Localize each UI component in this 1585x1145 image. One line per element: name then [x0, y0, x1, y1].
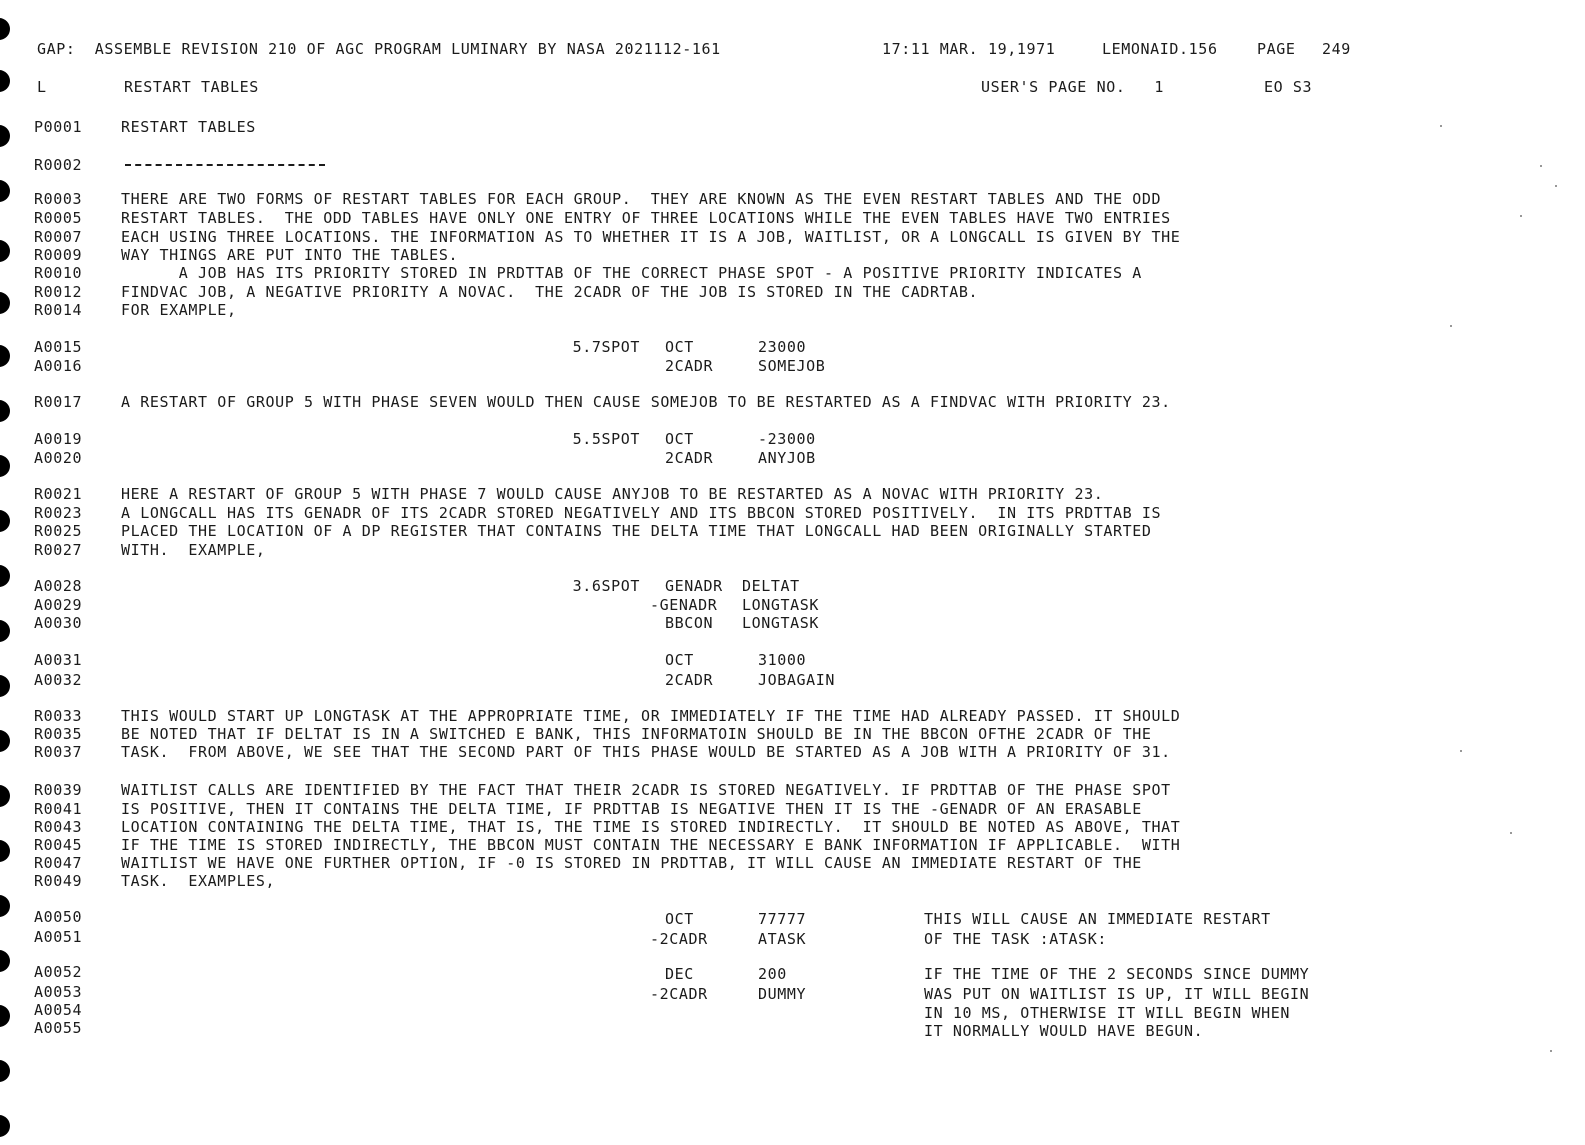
print-speck [1440, 125, 1442, 127]
feed-hole [0, 730, 10, 752]
assembly-file: LEMONAID.156 [1102, 40, 1218, 58]
print-speck [1550, 1050, 1552, 1052]
comment-line: LOCATION CONTAINING THE DELTA TIME, THAT IS, THE TIME IS STORED INDIRECTLY. IT SHOULD BE NOTED AS ABOVE, THAT [121, 818, 1181, 836]
code-label: 5.5SPOT [572, 430, 640, 448]
code-opcode: GENADR [665, 577, 723, 595]
comment-line: A RESTART OF GROUP 5 WITH PHASE SEVEN WOULD THEN CAUSE SOMEJOB TO BE RESTARTED AS A FINDVAC WITH PRIORITY 23. [121, 393, 1171, 411]
comment-line: BE NOTED THAT IF DELTAT IS IN A SWITCHED E BANK, THIS INFORMATOIN SHOULD BE IN THE BBCON OFTHE 2CADR OF THE [121, 725, 1152, 743]
line-id: A0016 [34, 357, 83, 375]
code-operand: 77777 [758, 910, 807, 928]
feed-hole [0, 840, 10, 862]
comment-line: WAITLIST CALLS ARE IDENTIFIED BY THE FACT THAT THEIR 2CADR IS STORED NEGATIVELY. IF PRDTTAB OF THE PHASE SPOT [121, 781, 1171, 799]
line-id: R0007 [34, 228, 83, 246]
code-operand: 200 [758, 965, 787, 983]
code-operand: JOBAGAIN [758, 671, 836, 689]
code-operand: LONGTASK [742, 596, 820, 614]
line-id: A0050 [34, 908, 83, 926]
feed-hole [0, 180, 10, 202]
comment-line: WAY THINGS ARE PUT INTO THE TABLES. [121, 246, 459, 264]
line-id: A0019 [34, 430, 83, 448]
line-id: A0054 [34, 1001, 83, 1019]
code-opcode: -2CADR [650, 985, 708, 1003]
code-opcode: OCT [665, 910, 694, 928]
feed-hole [0, 455, 10, 477]
line-id: A0052 [34, 963, 83, 981]
feed-hole [0, 70, 10, 92]
line-id: R0003 [34, 190, 83, 208]
line-id: R0035 [34, 725, 83, 743]
line-id: A0029 [34, 596, 83, 614]
code-operand: LONGTASK [742, 614, 820, 632]
print-speck [1540, 165, 1542, 167]
code-comment: IN 10 MS, OTHERWISE IT WILL BEGIN WHEN [924, 1004, 1290, 1022]
code-comment: OF THE TASK :ATASK: [924, 930, 1107, 948]
print-speck [1520, 215, 1522, 217]
code-operand: 31000 [758, 651, 807, 669]
eo-code: EO S3 [1264, 78, 1313, 96]
line-id: A0053 [34, 983, 83, 1001]
line-id: R0027 [34, 541, 83, 559]
line-id: R0025 [34, 522, 83, 540]
listing-subheader [37, 78, 1565, 100]
section-title: RESTART TABLES [124, 78, 259, 96]
feed-hole [0, 1060, 10, 1082]
comment-line: THIS WOULD START UP LONGTASK AT THE APPROPRIATE TIME, OR IMMEDIATELY IF THE TIME HAD ALREADY PASSED. IT SHOULD [121, 707, 1181, 725]
page-number: 249 [1322, 40, 1351, 58]
line-id: A0032 [34, 671, 83, 689]
feed-hole [0, 18, 10, 40]
assembly-title: GAP: ASSEMBLE REVISION 210 OF AGC PROGRAM LUMINARY BY NASA 2021112-161 [37, 40, 721, 58]
code-operand: DELTAT [742, 577, 800, 595]
print-speck [1510, 832, 1512, 834]
code-opcode: -GENADR [650, 596, 718, 614]
feed-hole [0, 240, 10, 262]
comment-line: FOR EXAMPLE, [121, 301, 237, 319]
code-operand: -23000 [758, 430, 816, 448]
code-label: 3.6SPOT [572, 577, 640, 595]
line-id: A0031 [34, 651, 83, 669]
assembly-time: 17:11 MAR. 19,1971 [882, 40, 1056, 58]
line-id: R0045 [34, 836, 83, 854]
code-label: 5.7SPOT [572, 338, 640, 356]
line-id: R0021 [34, 485, 83, 503]
code-opcode: -2CADR [650, 930, 708, 948]
code-opcode: DEC [665, 965, 694, 983]
line-id: R0012 [34, 283, 83, 301]
code-comment: WAS PUT ON WAITLIST IS UP, IT WILL BEGIN [924, 985, 1310, 1003]
code-operand: ANYJOB [758, 449, 816, 467]
feed-hole [0, 1005, 10, 1027]
feed-hole [0, 1115, 10, 1137]
code-opcode: BBCON [665, 614, 714, 632]
comment-line: IF THE TIME IS STORED INDIRECTLY, THE BBCON MUST CONTAIN THE NECESSARY E BANK INFORMATION IF APPLICABLE. WITH [121, 836, 1181, 854]
line-id: R0041 [34, 800, 83, 818]
feed-hole [0, 510, 10, 532]
comment-line: TASK. FROM ABOVE, WE SEE THAT THE SECOND PART OF THIS PHASE WOULD BE STARTED AS A JOB WITH A PRIORITY OF 31. [121, 743, 1171, 761]
feed-hole [0, 895, 10, 917]
line-id: R0039 [34, 781, 83, 799]
line-id: R0002 [34, 156, 83, 174]
feed-hole [0, 785, 10, 807]
print-speck [1450, 325, 1452, 327]
code-opcode: OCT [665, 430, 694, 448]
comment-line: WITH. EXAMPLE, [121, 541, 266, 559]
comment-line: TASK. EXAMPLES, [121, 872, 276, 890]
comment-line: A LONGCALL HAS ITS GENADR OF ITS 2CADR STORED NEGATIVELY AND ITS BBCON STORED POSITIVELY. IN ITS PRDTTAB IS [121, 504, 1162, 522]
line-id: R0047 [34, 854, 83, 872]
code-comment: IF THE TIME OF THE 2 SECONDS SINCE DUMMY [924, 965, 1310, 983]
page-heading: RESTART TABLES [121, 118, 256, 136]
comment-line: HERE A RESTART OF GROUP 5 WITH PHASE 7 WOULD CAUSE ANYJOB TO BE RESTARTED AS A NOVAC WITH PRIORITY 23. [121, 485, 1104, 503]
feed-hole [0, 950, 10, 972]
line-id: A0051 [34, 928, 83, 946]
line-id: R0017 [34, 393, 83, 411]
feed-hole [0, 565, 10, 587]
line-id: R0010 [34, 264, 83, 282]
line-id: R0014 [34, 301, 83, 319]
feed-hole [0, 400, 10, 422]
listing-header [37, 40, 1565, 62]
page-label: PAGE [1257, 40, 1296, 58]
feed-hole [0, 125, 10, 147]
code-operand: SOMEJOB [758, 357, 826, 375]
line-id: R0037 [34, 743, 83, 761]
feed-hole [0, 620, 10, 642]
separator-rule [125, 164, 325, 166]
code-operand: 23000 [758, 338, 807, 356]
comment-line: THERE ARE TWO FORMS OF RESTART TABLES FOR EACH GROUP. THEY ARE KNOWN AS THE EVEN RESTART TABLES AND THE ODD [121, 190, 1162, 208]
code-comment: THIS WILL CAUSE AN IMMEDIATE RESTART [924, 910, 1271, 928]
code-opcode: 2CADR [665, 671, 714, 689]
code-operand: DUMMY [758, 985, 807, 1003]
comment-line: RESTART TABLES. THE ODD TABLES HAVE ONLY ONE ENTRY OF THREE LOCATIONS WHILE THE EVEN TABLES HAVE TWO ENTRIES [121, 209, 1171, 227]
line-id: R0023 [34, 504, 83, 522]
comment-line: A JOB HAS ITS PRIORITY STORED IN PRDTTAB OF THE CORRECT PHASE SPOT - A POSITIVE PRIORITY INDICATES A [121, 264, 1142, 282]
code-opcode: 2CADR [665, 357, 714, 375]
line-id: A0015 [34, 338, 83, 356]
comment-line: FINDVAC JOB, A NEGATIVE PRIORITY A NOVAC. THE 2CADR OF THE JOB IS STORED IN THE CADRTAB. [121, 283, 979, 301]
line-id: A0030 [34, 614, 83, 632]
print-speck [1555, 185, 1557, 187]
code-comment: IT NORMALLY WOULD HAVE BEGUN. [924, 1022, 1204, 1040]
log-flag: L [37, 78, 47, 96]
line-id: R0009 [34, 246, 83, 264]
line-id: R0033 [34, 707, 83, 725]
code-opcode: OCT [665, 651, 694, 669]
feed-hole [0, 675, 10, 697]
comment-line: WAITLIST WE HAVE ONE FURTHER OPTION, IF -0 IS STORED IN PRDTTAB, IT WILL CAUSE AN IMMEDIATE RESTART OF THE [121, 854, 1142, 872]
line-id: A0020 [34, 449, 83, 467]
code-operand: ATASK [758, 930, 807, 948]
line-id: P0001 [34, 118, 83, 136]
user-page-number: USER'S PAGE NO. 1 [981, 78, 1164, 96]
comment-line: PLACED THE LOCATION OF A DP REGISTER THAT CONTAINS THE DELTA TIME THAT LONGCALL HAD BEEN ORIGINALLY STARTED [121, 522, 1152, 540]
print-speck [1460, 750, 1462, 752]
line-id: R0005 [34, 209, 83, 227]
code-opcode: OCT [665, 338, 694, 356]
comment-line: EACH USING THREE LOCATIONS. THE INFORMATION AS TO WHETHER IT IS A JOB, WAITLIST, OR A LONGCALL IS GIVEN BY THE [121, 228, 1181, 246]
feed-hole [0, 345, 10, 367]
feed-hole [0, 292, 10, 314]
comment-line: IS POSITIVE, THEN IT CONTAINS THE DELTA TIME, IF PRDTTAB IS NEGATIVE THEN IT IS THE -GENADR OF AN ERASABLE [121, 800, 1142, 818]
line-id: R0043 [34, 818, 83, 836]
line-id: A0028 [34, 577, 83, 595]
line-id: A0055 [34, 1019, 83, 1037]
line-id: R0049 [34, 872, 83, 890]
code-opcode: 2CADR [665, 449, 714, 467]
